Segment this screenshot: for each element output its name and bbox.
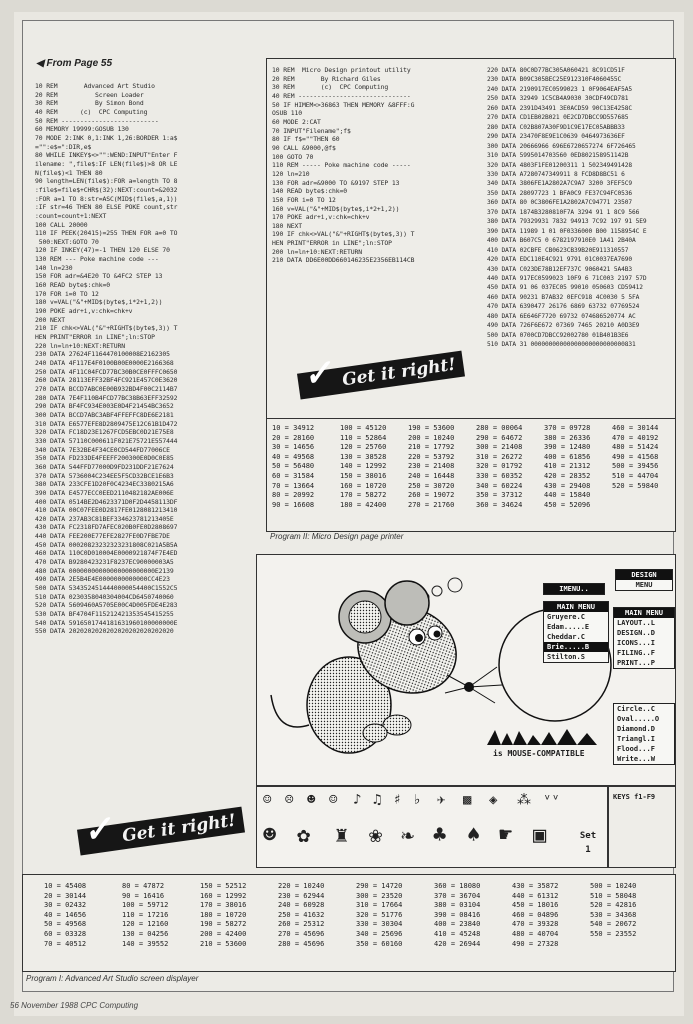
program1-listing: 10 REM Advanced Art Studio 20 REM Screen Loader 30 REM By Simon Bond 40 REM (c) CPC Computing 50 REM -------------------------- 60 MEMORY 19999:GOSUB 130 70 MODE 2:INK 0,1:INK 1,26:BORDER 1:a$ ="":e$=":DIR,e$ 80 WHILE INKEY$<>"":WEND:INPUT"Enter F ilename: ",file$:IF LEN(file$)>8 OR LE N(file$)<1 THEN 80 90 length=LEN(file$):FOR a=length TO 8 :file$=file$+CHR$(32):NEXT:count=&2032 :FOR a=1 TO 8:str=ASC(MID$(file$,a,1)) :IF str=46 THEN 80 ELSE POKE count,str :count=count+1:NEXT 100 CALL 20000 110 IF PEEK(20415)=255 THEN FOR a=0 TO 500:NEXT:GOTO 70 120 IF INKEY(47)=-1 THEN 120 ELSE 70 130 REM --- Poke machine code --- 140 ln=230 150 FOR adr=&4E20 TO &4FC2 STEP 13 160 READ byte$:chk=0 170 FOR i=0 TO 12 180 v=VAL("&"+MID$(byte$,i*2+1,2)) 190 POKE adr+i,v:chk=chk+v 200 NEXT 210 IF chk<>VAL("&"+RIGHT$(byte$,3)) T HEN PRINT"ERROR in LINE";ln:STOP 220 ln=ln+10:NEXT:RETURN 230 DATA 27624F1164470100008E2162305 240 DATA 4F117E4F0100B00E0000E2166368 250 DATA 4F11C04FCD77BC30B0CE0FFFC0650 260 DATA 28113EFF32BF4FC921E457C0E3620 270 DATA BCCD7ABC0E00B932BD4F00C2114B7 280 DATA 7E4F110B4FCD77BC38B63EFF32592 290 DATA BF4FC934E003E0D4F21454BC3652 300 DATA BCCD7ABC3ABF4FFEFFC8DE6E2181 310 DATA E6577EFE8D2809475E12C61B1D472 320 DATA FC18D23E1267FCD5EBC0D21E75E8 330 DATA 57110C000611F021E75721E557444 340 DATA 7E32BE4F34CE0CD544FD77006CE 350 DATA FD233DE4FEEFF200300E0D0C0E85 360 DATA 544FFD77000D9FD231DDF21E7624 370 DATA 5736004C234EE5F5CD32BCE1E6B3 380 DATA 233CFE1D20F0C4234EC3380215A6 390 DATA E4577ECC0EED2110482182AE006E 400 DATA 0514BE2D4623371D0F2D4458113DF 410 DATA 00C07FEE0D2817FE0128081213410 420 DATA 237AB3C81BEF334623781213405E 430 DATA FC2318FD7AFEC020B0FE0D2808697 440 DATA FEE200E77EFE2827FE0D7FBE7DE 450 DATA 00020823232323231808C021A5B5A 460 DATA 110C0D010004E0000921874F7E4ED 470 DATA B9280423231F8237EC90000003A5 480 DATA 00000000000000000000000E2139 490 DATA 2E5B4E4E0000000000000CC4E23 500 DATA 5343524514440000054400C1552C5 510 DATA 0230358040304004CD6450740060 520 DATA 5609460A5705E00C4D005FDE4E283 530 DATA BF4704F115212421353545415255 540 DATA 5916501744181631960100000000E 550 DATA 2020202020202020202020202020 xyxy=(35,82,178,636)
checksum-cell: 240 = 60928 xyxy=(278,901,325,910)
checksum-cell: 510 = 44704 xyxy=(612,471,659,480)
checksum-cell: 380 = 26336 xyxy=(544,433,591,442)
checksum-cell: 110 = 52864 xyxy=(340,433,387,442)
checksum-cell xyxy=(612,501,674,511)
checksum-cell: 520 = 59840 xyxy=(612,481,659,490)
checksum-cell: 350 = 60160 xyxy=(356,939,403,948)
checksum-cell: 250 = 30720 xyxy=(408,481,455,490)
checksum-cell: 440 = 61312 xyxy=(512,891,559,900)
checksum-cell: 70 = 40512 xyxy=(44,939,87,948)
checksum-cell: 430 = 29408 xyxy=(544,481,591,490)
checksum-cell: 160 = 10720 xyxy=(340,481,387,490)
checksum-cell: 480 = 51424 xyxy=(612,443,659,452)
shape-menu-item[interactable]: Diamond.D xyxy=(617,725,655,733)
flat-icon[interactable]: ♭ xyxy=(413,792,422,808)
neutral-face-icon[interactable]: ☻ xyxy=(307,792,316,808)
shape-menu-item[interactable]: Triangl.I xyxy=(617,735,655,743)
hand-icon[interactable]: ☛ xyxy=(499,823,513,848)
checksum-cell: 360 = 18080 xyxy=(434,882,481,890)
checksum-cell: 430 = 35872 xyxy=(512,882,559,890)
icon-set-panel xyxy=(256,786,608,868)
checksum-cell: 260 = 25312 xyxy=(278,920,325,929)
grass-icon[interactable]: ⁂ xyxy=(517,792,531,808)
page-footer: 56 November 1988 CPC Computing xyxy=(10,1001,139,1010)
checksum-cell: 340 = 60224 xyxy=(476,481,523,490)
checksum-cell: 420 = 28352 xyxy=(544,471,591,480)
checksum-cell: 40 = 14656 xyxy=(44,910,87,919)
checksum-cell: 540 = 20672 xyxy=(590,920,637,929)
popup-item[interactable]: Stilton.S xyxy=(547,653,585,661)
badge-text: Get it right! xyxy=(120,810,237,847)
checksum-cell: 270 = 45696 xyxy=(278,929,325,938)
checksum-cell: 80 = 47872 xyxy=(122,882,165,890)
target-icon[interactable]: ▣ xyxy=(533,823,547,848)
palm-icon[interactable]: ♣ xyxy=(433,823,447,848)
keys-label: KEYS f1-F9 xyxy=(613,793,656,801)
checksum-cell: 320 = 51776 xyxy=(356,910,403,919)
popup-submenu xyxy=(543,601,609,663)
main-menu xyxy=(613,607,675,669)
main-menu-item[interactable]: FILING..F xyxy=(617,649,655,657)
checksum-cell: 300 = 23520 xyxy=(356,891,403,900)
checksum-cell: 380 = 03104 xyxy=(434,901,481,910)
checksum-cell: 170 = 38016 xyxy=(200,901,247,910)
checksum-cell: 310 = 17664 xyxy=(356,901,403,910)
popup-item[interactable]: Gruyere.C xyxy=(547,613,585,621)
face-icon[interactable]: ☺ xyxy=(329,792,338,808)
checksum-cell: 270 = 21760 xyxy=(408,500,455,509)
checksum-cell: 340 = 25696 xyxy=(356,929,403,938)
checksum-cell: 550 = 23552 xyxy=(590,929,637,938)
main-menu-item[interactable]: DESIGN..D xyxy=(617,629,655,637)
shape-menu-item[interactable]: Flood...F xyxy=(617,745,655,753)
checksum-cell: 180 = 42400 xyxy=(340,500,387,509)
checksum-cell: 30 = 02432 xyxy=(44,901,87,910)
checksum-cell: 200 = 10240 xyxy=(408,433,455,442)
checksum-cell xyxy=(612,491,674,501)
checksum-cell: 490 = 27328 xyxy=(512,939,559,948)
checksum-cell: 230 = 62944 xyxy=(278,891,325,900)
checksum-cell: 330 = 30304 xyxy=(356,920,403,929)
popup-item[interactable]: Edam.....E xyxy=(547,623,590,631)
robot-icon[interactable]: ♜ xyxy=(335,823,349,848)
main-menu-item[interactable]: ICONS...I xyxy=(617,639,655,647)
checksum-cell: 50 = 56480 xyxy=(272,462,315,471)
checksum-cell: 410 = 21312 xyxy=(544,462,591,471)
checksum-cell: 20 = 28160 xyxy=(272,433,315,442)
main-menu-item[interactable]: LAYOUT..L xyxy=(617,619,655,627)
checksum-cell: 460 = 30144 xyxy=(612,424,659,432)
checksum-cell: 500 = 10240 xyxy=(590,882,637,890)
checkmark-icon: ✓ xyxy=(300,352,335,396)
main-menu-item[interactable]: PRINT...P xyxy=(617,659,655,667)
checksum-cell: 150 = 52512 xyxy=(200,882,247,890)
tree-icon[interactable]: ♠ xyxy=(467,823,481,848)
music-note-icon[interactable]: ♪ xyxy=(353,792,362,808)
checksum-cell: 510 = 58048 xyxy=(590,891,637,900)
bird-icon[interactable]: ✈ xyxy=(437,792,446,808)
checksum-cell: 120 = 25760 xyxy=(340,443,387,452)
checksum-cell: 480 = 40704 xyxy=(512,929,559,938)
checksum-cell: 10 = 45408 xyxy=(44,882,87,890)
checksum-cell: 100 = 59712 xyxy=(122,901,169,910)
checksum-cell: 50 = 49568 xyxy=(44,920,87,929)
checksum-cell: 450 = 52096 xyxy=(544,500,591,509)
face-portrait-icon[interactable]: ☻ xyxy=(263,823,277,848)
music-quaver-icon[interactable]: ♫ xyxy=(373,792,382,808)
checksum-cell: 400 = 23840 xyxy=(434,920,481,929)
program1-checksum-table xyxy=(44,882,662,949)
shape-menu-item[interactable]: Circle..C xyxy=(617,705,655,713)
checksum-cell: 160 = 12992 xyxy=(200,891,247,900)
checksum-cell: 70 = 13664 xyxy=(272,481,315,490)
checksum-cell: 410 = 45248 xyxy=(434,929,481,938)
set-number: 1 xyxy=(585,845,591,855)
shape-menu-item[interactable]: Oval.....O xyxy=(617,715,660,723)
program2-checksum-table xyxy=(272,424,674,510)
checkmark-icon: ✓ xyxy=(80,808,115,852)
checksum-cell: 90 = 16608 xyxy=(272,500,315,509)
checksum-cell: 130 = 04256 xyxy=(122,929,169,938)
rose-icon[interactable]: ❀ xyxy=(369,823,383,848)
checksum-cell: 190 = 58272 xyxy=(200,920,247,929)
checksum-cell: 290 = 14720 xyxy=(356,882,403,890)
checksum-cell: 190 = 53600 xyxy=(408,424,455,432)
checksum-cell: 120 = 12160 xyxy=(122,920,169,929)
from-page-label: ◀ From Page 55 xyxy=(36,58,113,69)
checksum-cell: 150 = 38016 xyxy=(340,471,387,480)
checksum-cell: 350 = 37312 xyxy=(476,491,523,500)
checksum-cell: 530 = 34368 xyxy=(590,910,637,919)
happy-face-icon[interactable]: ☺ xyxy=(263,792,272,808)
checksum-cell: 80 = 20992 xyxy=(272,491,315,500)
checksum-cell: 40 = 49568 xyxy=(272,452,315,461)
menu-tab-label[interactable]: MENU xyxy=(635,581,653,589)
micro-design-screenshot xyxy=(256,554,676,786)
checksum-cell: 30 = 14656 xyxy=(272,443,315,452)
checksum-cell: 100 = 45120 xyxy=(340,424,387,432)
checksum-cell xyxy=(590,940,662,950)
checksum-cell: 230 = 21408 xyxy=(408,462,455,471)
checksum-cell: 10 = 34912 xyxy=(272,424,315,432)
design-tab[interactable] xyxy=(615,569,673,591)
checksum-cell: 220 = 10240 xyxy=(278,882,325,890)
checksum-cell: 210 = 53600 xyxy=(200,939,247,948)
checksum-cell: 250 = 41632 xyxy=(278,910,325,919)
birds-icon[interactable]: ᵛᵛ xyxy=(543,792,560,808)
checksum-cell: 240 = 16448 xyxy=(408,471,455,480)
bug-icon[interactable]: ✿ xyxy=(297,823,311,848)
popup-item-selected[interactable]: Brie.....B xyxy=(544,642,608,652)
checksum-cell: 400 = 61856 xyxy=(544,452,591,461)
sad-face-icon[interactable]: ☹ xyxy=(285,792,294,808)
checksum-cell: 450 = 18016 xyxy=(512,901,559,910)
checksum-cell: 280 = 00064 xyxy=(476,424,523,432)
keys-panel xyxy=(608,786,676,868)
checksum-cell: 470 = 40192 xyxy=(612,433,659,442)
checksum-cell: 370 = 09728 xyxy=(544,424,591,432)
program2-caption: Program II: Micro Design page printer xyxy=(270,532,404,541)
checksum-cell: 490 = 41568 xyxy=(612,452,659,461)
checksum-cell: 140 = 39552 xyxy=(122,939,169,948)
checksum-cell: 280 = 45696 xyxy=(278,939,325,948)
main-menu-title: MAIN MENU xyxy=(614,608,674,618)
checksum-cell: 140 = 12992 xyxy=(340,462,387,471)
popup-menu xyxy=(543,583,605,595)
leaf-icon[interactable]: ❧ xyxy=(401,823,415,848)
checksum-cell: 200 = 42400 xyxy=(200,929,247,938)
checksum-cell: 420 = 26944 xyxy=(434,939,481,948)
pattern-icon[interactable]: ▩ xyxy=(463,792,472,808)
checksum-cell: 390 = 08416 xyxy=(434,910,481,919)
checksum-cell: 210 = 17792 xyxy=(408,443,455,452)
checksum-cell: 460 = 04896 xyxy=(512,910,559,919)
design-tab-label: DESIGN xyxy=(616,570,672,580)
checksum-cell: 290 = 64672 xyxy=(476,433,523,442)
checksum-cell: 390 = 12480 xyxy=(544,443,591,452)
checksum-cell: 180 = 10720 xyxy=(200,910,247,919)
set-label: Set xyxy=(579,831,597,841)
shape-menu-item[interactable]: Write...W xyxy=(617,755,655,763)
checksum-cell: 470 = 39328 xyxy=(512,920,559,929)
checksum-cell: 330 = 60352 xyxy=(476,471,523,480)
checksum-cell: 440 = 15840 xyxy=(544,491,591,500)
checksum-cell: 170 = 58272 xyxy=(340,491,387,500)
checksum-cell: 260 = 19072 xyxy=(408,491,455,500)
checksum-cell: 520 = 42816 xyxy=(590,901,637,910)
diamond-pattern-icon[interactable]: ◈ xyxy=(489,792,498,808)
popup-menu-title: IMENU.. xyxy=(544,584,604,594)
checksum-cell: 310 = 26272 xyxy=(476,452,523,461)
checksum-cell: 20 = 30144 xyxy=(44,891,87,900)
badge-text: Get it right! xyxy=(340,354,457,391)
program2-listing: 10 REM Micro Design printout utility 20 REM By Richard Giles 30 REM (c) CPC Computing 40 REM ------------------------------ 50 IF HIMEM<>36863 THEN MEMORY &8FFF:G OSUB 110 60 MODE 2:CAT 70 INPUT"Filename";f$ 80 IF f$=""THEN 60 90 CALL &9000,@f$ 100 GOTO 70 110 REM ----- Poke machine code ----- 120 ln=210 130 FOR adr=&9000 TO &9197 STEP 13 140 READ byte$:chk=0 150 FOR i=0 TO 12 160 v=VAL("&"+MID$(byte$,i*2+1,2)) 170 POKE adr+i,v:chk=chk+v 180 NEXT 190 IF chk<>VAL("&"+RIGHT$(byte$,3)) T HEN PRINT"ERROR in LINE";ln:STOP 200 ln=ln+10:NEXT:RETURN 210 DATA DD6E00DD660146235E2356EB114CB xyxy=(272,66,415,265)
checksum-cell: 370 = 36704 xyxy=(434,891,481,900)
checksum-cell: 110 = 17216 xyxy=(122,910,169,919)
checksum-cell: 300 = 21408 xyxy=(476,443,523,452)
checksum-cell: 60 = 03328 xyxy=(44,929,87,938)
checksum-cell: 130 = 38528 xyxy=(340,452,387,461)
shape-menu xyxy=(613,703,675,765)
checksum-cell: 220 = 53792 xyxy=(408,452,455,461)
checksum-cell: 360 = 34624 xyxy=(476,500,523,509)
checksum-cell: 90 = 16416 xyxy=(122,891,165,900)
sharp-icon[interactable]: ♯ xyxy=(393,792,402,808)
program2-listing-continued: 220 DATA 80C0D77BC305A060421 8C91CD51F 230 DATA B09C305BEC25E912310F4060455C 240 DATA 2190917EC0599023 1 0F9064EAF5A5 250 DATA 32949 1C5CB4A9030 30CDF49CD781 260 DATA 2391D43491 3E0ACD59 90C13E4258C 270 DATA CD1EB02B021 0E2CD7DBCC9D557685 280 DATA C02B807A30F9D1C9E17EC05ABBB33 290 DATA 23470F8E9E1C0639 0464973636EF 300 DATA 20666966 696E6720657274 6F726465 310 DATA 5995014703560 0ED802158951142B 320 DATA 4803F1FE01200311 1 502349491428 330 DATA A7280747349911 8 FCD8D8BC51 6 340 DATA 3806FE1A2802A7C9A7 3200 3FEF5C9 350 DATA 28097723 1 BFA0C9 FE37C94FC0536 360 DATA 80 0C3806FE1A2802A7C94771 23507 370 DATA 1874B3280810F7A 3294 91 1 8C9 566 380 DATA 79329931 7832 94913 7C92 197 91 5E9 390 DATA 11989 1 01 0F0336000 B00 1158954C E 400 DATA B607C5 0 6782197910E0 1A41 2B40A 410 DATA 02CBFE CB0623CB39B20E911310557 420 DATA EDC110E4C921 9791 01C0037EA7690 430 DATA C023DE78B12EF737C 9060421 5A4B3 440 DATA 917EC0599023 10F9 6 71C003 2197 57D 450 DATA 91 06 037EC05 99010 050603 CD59412 460 DATA 90231 B7AB32 0EFC918 4C0030 5 5FA 470 DATA 6390477 26176 6869 63732 07769524 480 DATA 6E646F7720 69732 074686520774 AC 490 DATA 726F6E672 07369 7465 20210 A0D3E9 500 DATA 0700CD7DBCC92002780 01B401B3E6 510 DATA 31 00000000000000000000000000831 xyxy=(487,67,647,349)
program1-caption: Program I: Advanced Art Studio screen displayer xyxy=(26,974,199,983)
popup-item[interactable]: Cheddar.C xyxy=(547,633,585,641)
checksum-cell: 500 = 39456 xyxy=(612,462,659,471)
mouse-compatible-label: is MOUSE-COMPATIBLE xyxy=(493,749,585,758)
checksum-cell: 60 = 31584 xyxy=(272,471,315,480)
popup-submenu-title: MAIN MENU xyxy=(544,602,608,612)
checksum-cell: 320 = 01792 xyxy=(476,462,523,471)
